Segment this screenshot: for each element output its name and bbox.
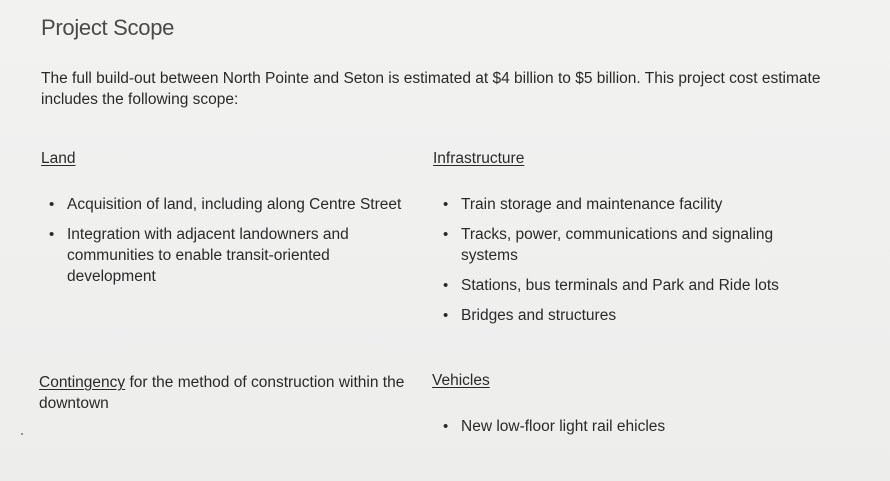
list-item: • New low-floor light rail ehicles	[441, 416, 841, 437]
contingency-paragraph	[39, 372, 409, 414]
intro-paragraph: The full build-out between North Pointe and Seton is estimated at $4 billion to $5 billion. This project cost estimate includes the following scope:	[41, 70, 821, 108]
scan-speck	[21, 433, 23, 435]
infrastructure-list	[441, 194, 841, 335]
infrastructure-heading: Infrastructure	[433, 150, 525, 167]
list-item: • Bridges and structures	[441, 305, 841, 326]
page-title: Project Scope	[41, 15, 175, 40]
land-heading: Land	[41, 150, 76, 167]
contingency-label: Contingency	[39, 374, 126, 391]
list-item: • Stations, bus terminals and Park and Ride lots	[441, 275, 841, 296]
list-item: • Tracks, power, communications and signaling systems	[441, 224, 831, 266]
vehicles-list	[441, 416, 841, 446]
vehicles-heading: Vehicles	[432, 372, 490, 389]
contingency-text: for the method of construction within the downtown	[39, 374, 405, 412]
list-item: • Integration with adjacent landowners and communities to enable transit-oriented development	[47, 224, 407, 287]
list-item: • Train storage and maintenance facility	[441, 194, 841, 215]
land-list	[47, 194, 407, 296]
list-item: • Acquisition of land, including along Centre Street	[47, 194, 407, 215]
